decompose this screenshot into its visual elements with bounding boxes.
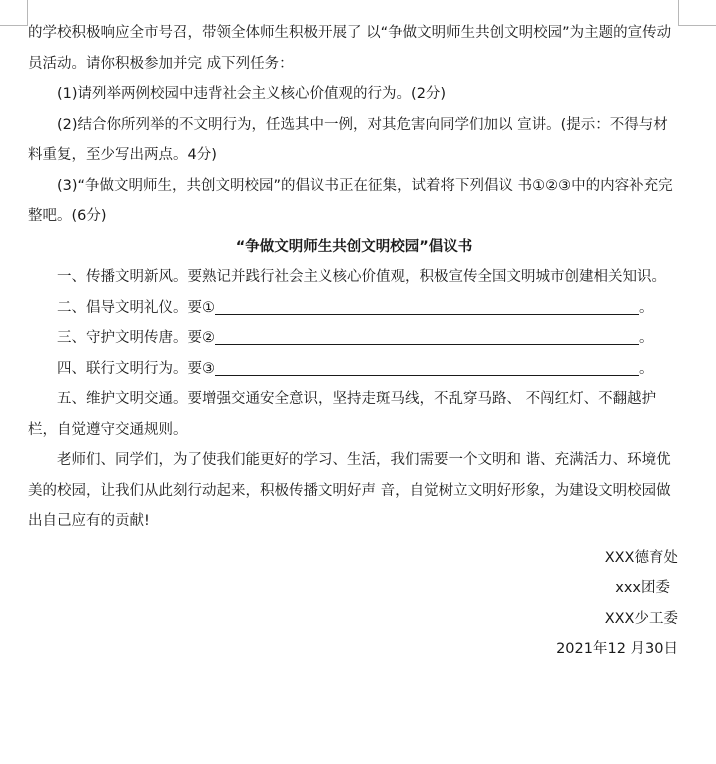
answer-blank-2[interactable] xyxy=(215,328,639,345)
task-2: (2)结合你所列举的不文明行为，任选其中一例，对其危害向同学们加以 宣讲。(提示：不得与材料重复，至少写出两点。4分) xyxy=(28,116,668,163)
answer-blank-1[interactable] xyxy=(215,298,639,315)
answer-blank-3[interactable] xyxy=(215,359,639,376)
closing-paragraph: 老师们、同学们，为了使我们能更好的学习、生活，我们需要一个文明和 谐、充满活力、环境优美的校园，让我们从此刻行动起来，积极传播文明好声 音，自觉树立文明好形象，为建设文明校园做出自己应有的贡献! xyxy=(28,452,671,529)
proposal-item-3 xyxy=(28,323,680,354)
crop-mark-left xyxy=(17,0,28,26)
crop-mark-right-h xyxy=(678,25,716,26)
item-2-period: 。 xyxy=(639,299,654,316)
proposal-title: “争做文明师生共创文明校园”倡议书 xyxy=(235,238,473,255)
signature-dept-1: XXX德育处 xyxy=(604,549,678,566)
document-page xyxy=(28,18,680,665)
proposal-item-5: 五、维护文明交通。要增强交通安全意识，坚持走斑马线，不乱穿马路、 不闯红灯、不翻越护栏，自觉遵守交通规则。 xyxy=(28,391,657,438)
proposal-item-1: 一、传播文明新风。要熟记并践行社会主义核心价值观，积极宣传全国文明城市创建相关知识。 xyxy=(57,269,666,285)
proposal-item-2 xyxy=(28,293,680,324)
signature-dept-3: XXX少工委 xyxy=(604,610,678,627)
signature-date: 2021年12 月30日 xyxy=(556,641,678,657)
crop-mark-left-h xyxy=(0,25,27,26)
intro-paragraph: 的学校积极响应全市号召，带领全体师生积极开展了 以“争做文明师生共创文明校园”为主题的宣传动员活动。请你积极参加并完 成下列任务： xyxy=(28,25,672,72)
item-3-period: 。 xyxy=(639,330,654,346)
task-1: (1)请列举两例校园中违背社会主义核心价值观的行为。(2分) xyxy=(57,86,447,102)
item-4-prefix: 四、联行文明行为。要③ xyxy=(57,360,215,377)
item-3-prefix: 三、守护文明传唐。要② xyxy=(57,330,215,346)
proposal-item-4 xyxy=(28,354,680,385)
task-3: (3)“争做文明师生，共创文明校园”的倡议书正在征集，试着将下列倡议 书①②③中的内容补充完整吧。(6分) xyxy=(28,177,673,224)
item-2-prefix: 二、倡导文明礼仪。要① xyxy=(57,299,215,316)
signature-dept-2: xxx团委 xyxy=(615,580,670,596)
item-4-period: 。 xyxy=(639,360,654,377)
